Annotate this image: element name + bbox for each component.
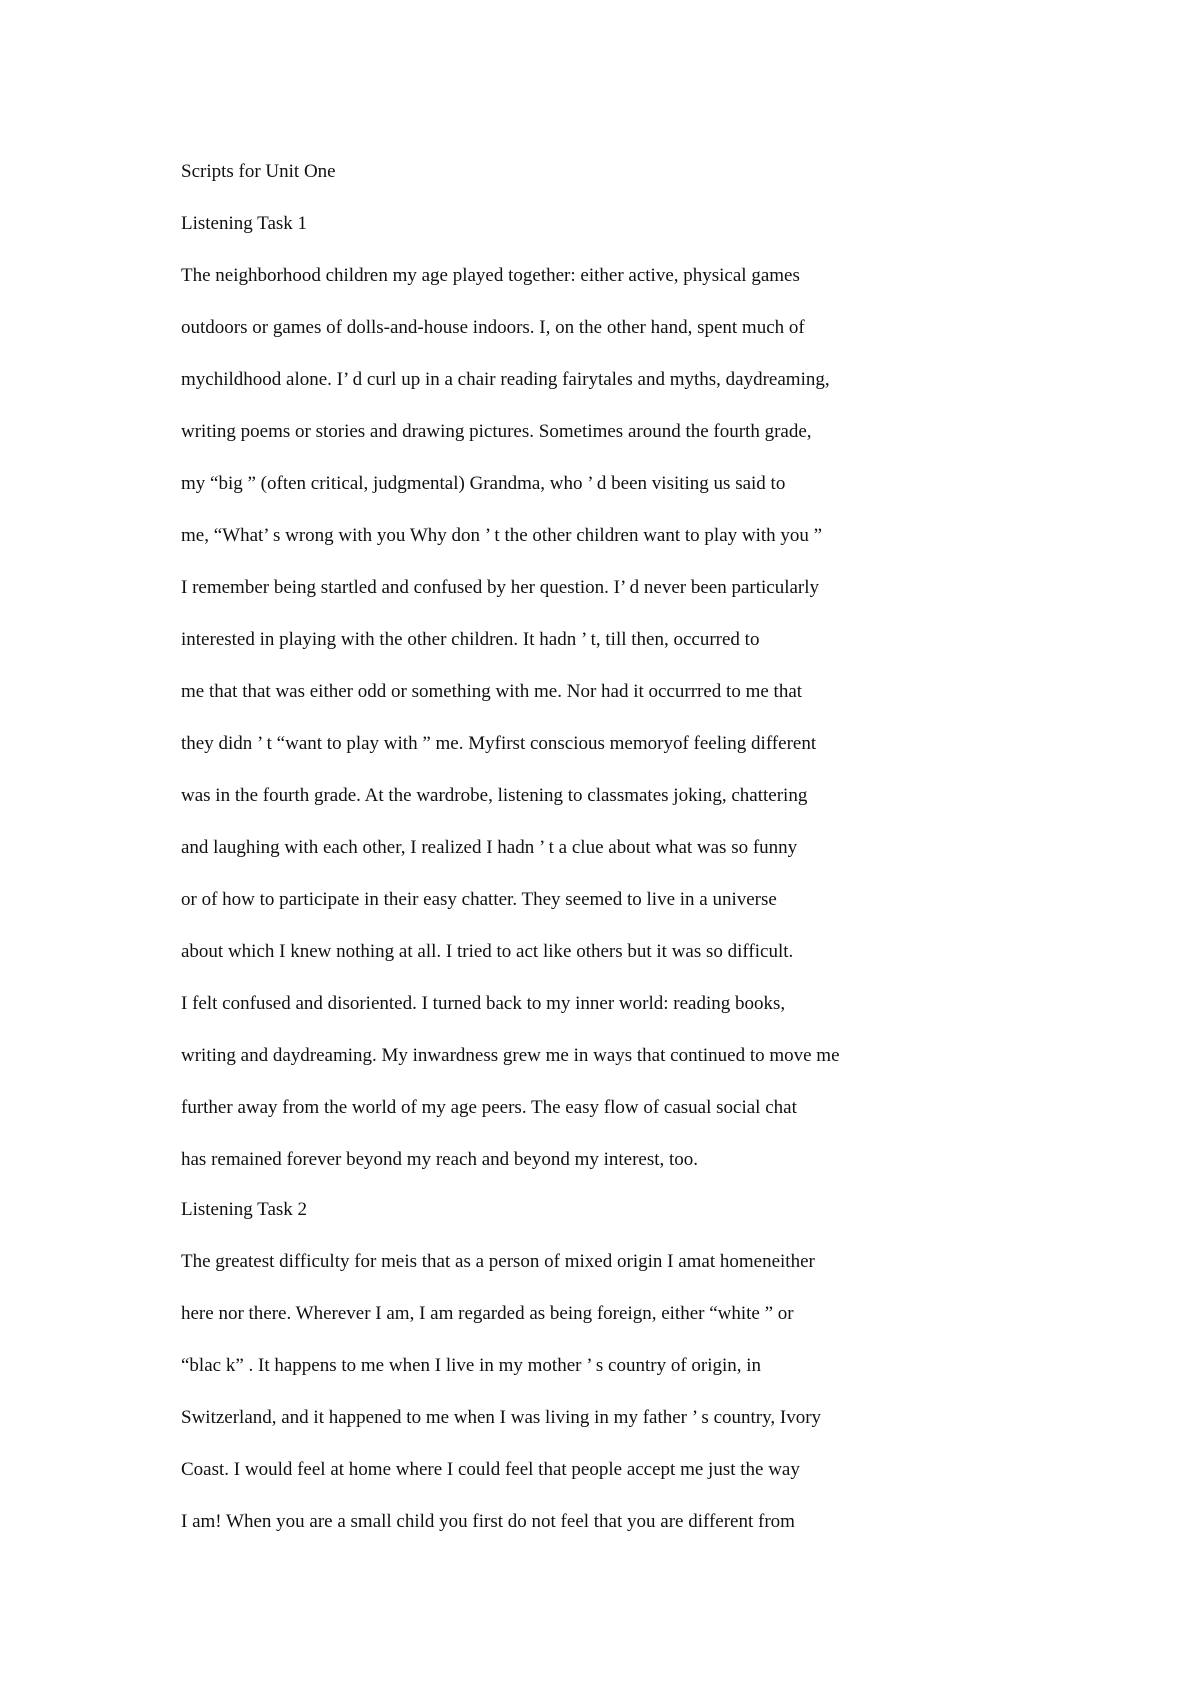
paragraph-line: my “big ” (often critical, judgmental) Grandma, who ’ d been visiting us said to bbox=[181, 473, 786, 494]
paragraph-line: interested in playing with the other children. It hadn ’ t, till then, occurred to bbox=[181, 629, 760, 650]
paragraph-line: was in the fourth grade. At the wardrobe, listening to classmates joking, chattering bbox=[181, 785, 808, 806]
paragraph-line: and laughing with each other, I realized I hadn ’ t a clue about what was so funny bbox=[181, 837, 798, 858]
paragraph-line: me, “What’ s wrong with you Why don ’ t the other children want to play with you ” bbox=[181, 525, 823, 546]
paragraph-line: Coast. I would feel at home where I could feel that people accept me just the way bbox=[181, 1459, 800, 1480]
paragraph-line: me that that was either odd or something with me. Nor had it occurrred to me that bbox=[181, 681, 803, 702]
paragraph-line: writing poems or stories and drawing pictures. Sometimes around the fourth grade, bbox=[181, 421, 812, 442]
paragraph-line: further away from the world of my age peers. The easy flow of casual social chat bbox=[181, 1097, 797, 1118]
paragraph-line: Switzerland, and it happened to me when I was living in my father ’ s country, Ivory bbox=[181, 1407, 822, 1428]
paragraph-line: here nor there. Wherever I am, I am regarded as being foreign, either “white ” or bbox=[181, 1303, 794, 1324]
paragraph-line: The greatest difficulty for meis that as a person of mixed origin I amat homeneither bbox=[181, 1251, 815, 1272]
paragraph-line: “blac k” . It happens to me when I live in my mother ’ s country of origin, in bbox=[181, 1355, 762, 1376]
paragraph-line: they didn ’ t “want to play with ” me. Myfirst conscious memoryof feeling different bbox=[181, 733, 817, 754]
paragraph-line: I remember being startled and confused by her question. I’ d never been particularly bbox=[181, 577, 820, 598]
paragraph-line: writing and daydreaming. My inwardness grew me in ways that continued to move me bbox=[181, 1045, 840, 1066]
task2-heading: Listening Task 2 bbox=[181, 1199, 308, 1220]
paragraph-line: The neighborhood children my age played together: either active, physical games bbox=[181, 265, 800, 286]
paragraph-line: outdoors or games of dolls-and-house indoors. I, on the other hand, spent much of bbox=[181, 317, 805, 338]
paragraph-line: I am! When you are a small child you first do not feel that you are different from bbox=[181, 1511, 795, 1532]
task1-heading: Listening Task 1 bbox=[181, 213, 308, 234]
paragraph-line: I felt confused and disoriented. I turned back to my inner world: reading books, bbox=[181, 993, 786, 1014]
paragraph-line: about which I knew nothing at all. I tried to act like others but it was so difficult. bbox=[181, 941, 794, 962]
document-title: Scripts for Unit One bbox=[181, 161, 336, 182]
paragraph-line: has remained forever beyond my reach and beyond my interest, too. bbox=[181, 1149, 699, 1170]
paragraph-line: or of how to participate in their easy chatter. They seemed to live in a universe bbox=[181, 889, 777, 910]
paragraph-line: mychildhood alone. I’ d curl up in a chair reading fairytales and myths, daydreaming, bbox=[181, 369, 830, 390]
